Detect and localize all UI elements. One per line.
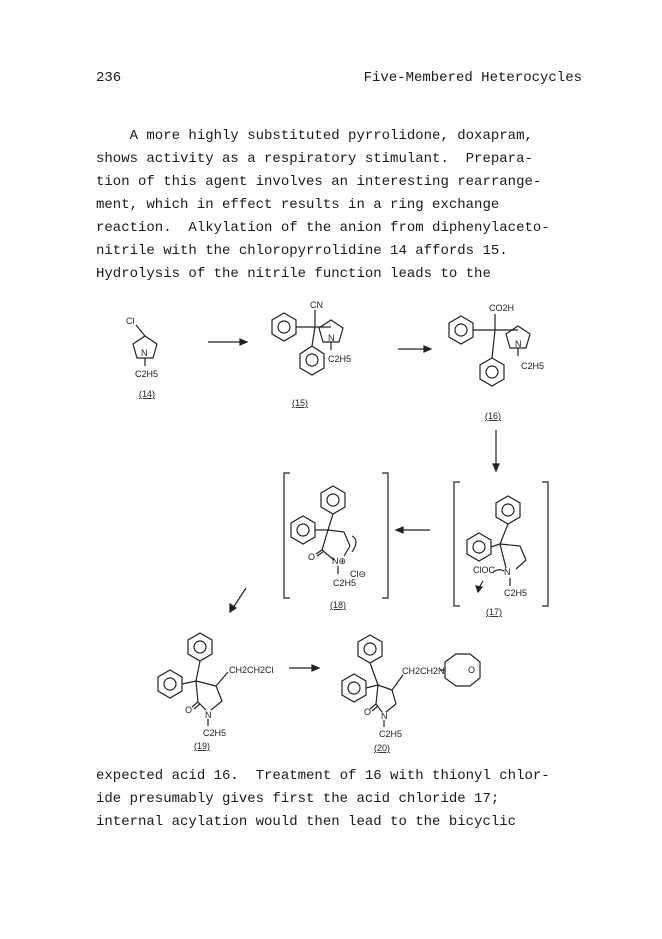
oxygen-label: O <box>308 552 316 562</box>
oxygen-label: O <box>185 705 193 715</box>
compound-16-structure <box>449 303 544 421</box>
chloride-ion-label: Cl⊖ <box>350 569 367 579</box>
nitrogen-label: N <box>504 567 511 577</box>
reaction-arrow <box>208 339 247 345</box>
reaction-arrow <box>398 346 431 352</box>
compound-19-structure <box>158 633 274 751</box>
compound-17-structure <box>454 482 548 617</box>
compound-number-17: (17) <box>486 607 503 617</box>
compound-number-16: (16) <box>485 411 502 421</box>
paragraph-continued <box>96 765 596 834</box>
text-line: nitrile with the chloropyrrolidine 14 affords 15. <box>96 243 508 259</box>
nitrogen-label: N <box>141 348 148 358</box>
running-head: Five-Membered Heterocycles <box>363 70 582 86</box>
compound-number-14: (14) <box>139 389 156 399</box>
reaction-arrow <box>493 430 499 471</box>
compound-number-20: (20) <box>374 743 391 753</box>
morpholinoethyl-label: CH2CH2N <box>402 666 445 676</box>
chlorine-label: Cl <box>126 316 135 326</box>
text-line: expected acid 16. Treatment of 16 with thionyl chlor- <box>96 768 550 784</box>
text-line: tion of this agent involves an interesting rearrange- <box>96 174 542 190</box>
ethyl-label: C2H5 <box>504 588 528 598</box>
text-line: shows activity as a respiratory stimulant. Prepara- <box>96 151 533 167</box>
compound-14-structure <box>126 316 158 399</box>
acid-chloride-label: ClOC <box>473 565 495 575</box>
morpholine-oxygen-label: O <box>468 665 476 675</box>
iminium-nitrogen-label: N⊕ <box>332 556 347 566</box>
compound-number-19: (19) <box>194 741 211 751</box>
reaction-scheme <box>90 298 590 758</box>
page-number: 236 <box>96 70 122 86</box>
nitrogen-label: N <box>328 333 335 343</box>
ethyl-label: C2H5 <box>328 354 352 364</box>
paragraph-intro <box>96 125 596 286</box>
ethyl-label: C2H5 <box>521 361 545 371</box>
nitrogen-label: N <box>205 710 212 720</box>
ethyl-label: C2H5 <box>333 578 357 588</box>
ethyl-label: C2H5 <box>135 369 159 379</box>
carboxylic-acid-label: CO2H <box>489 303 515 313</box>
reaction-arrow <box>289 665 319 671</box>
nitrogen-label: N <box>381 711 388 721</box>
nitrile-label: CN <box>310 300 323 310</box>
ethyl-label: C2H5 <box>203 728 227 738</box>
compound-15-structure <box>272 300 351 408</box>
compound-number-15: (15) <box>292 398 309 408</box>
reaction-arrow <box>396 527 430 533</box>
text-line: A more highly substituted pyrrolidone, doxapram, <box>96 128 533 144</box>
text-line: reaction. Alkylation of the anion from diphenylaceto- <box>96 220 550 236</box>
compound-number-18: (18) <box>330 600 347 610</box>
text-line: ide presumably gives first the acid chloride 17; <box>96 791 500 807</box>
compound-18-structure <box>284 473 388 610</box>
text-line: Hydrolysis of the nitrile function leads to the <box>96 266 491 282</box>
text-line: internal acylation would then lead to the bicyclic <box>96 814 517 830</box>
nitrogen-label: N <box>515 339 522 349</box>
reaction-scheme-drawing <box>90 298 590 758</box>
oxygen-label: O <box>364 707 372 717</box>
chloroethyl-label: CH2CH2Cl <box>229 665 274 675</box>
text-line: ment, which in effect results in a ring exchange <box>96 197 500 213</box>
page-header <box>96 70 582 90</box>
reaction-arrow <box>230 588 246 612</box>
ethyl-label: C2H5 <box>379 729 403 739</box>
compound-20-structure <box>342 635 480 753</box>
